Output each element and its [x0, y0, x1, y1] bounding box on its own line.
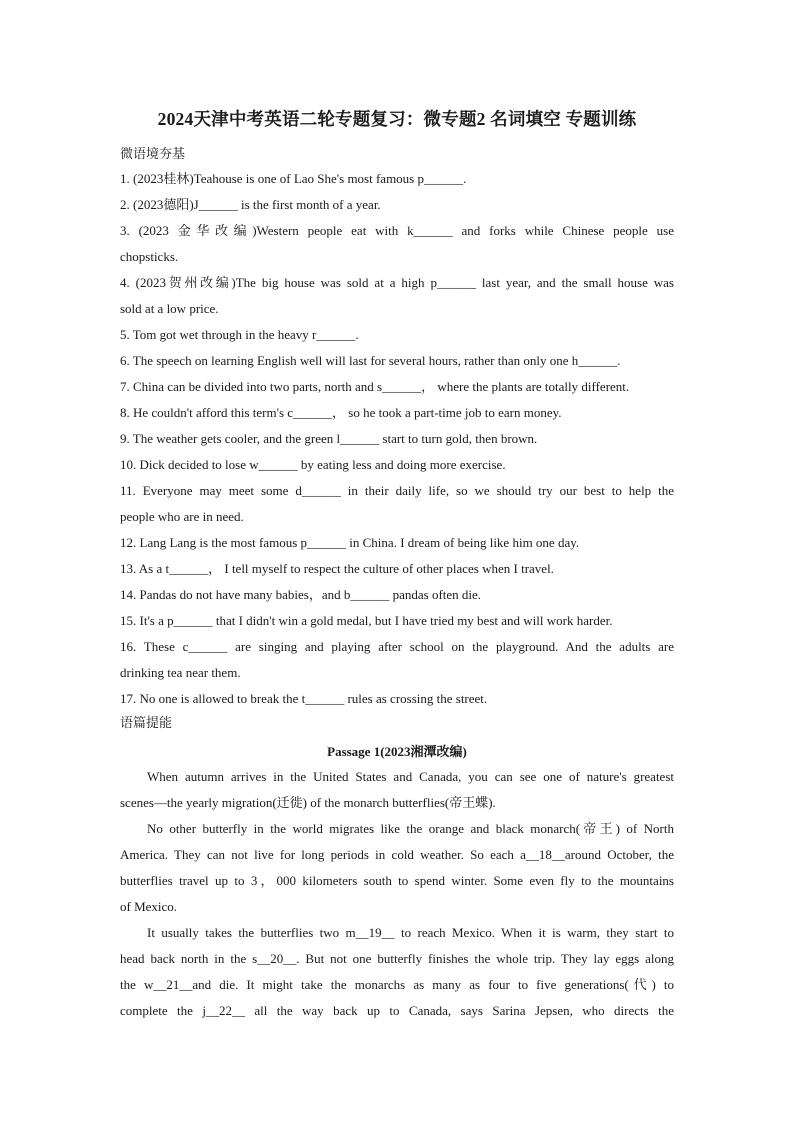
passage-p2-line-2: America. They can not live for long periods in cold weather. So each a__18__around October, the: [120, 847, 674, 862]
question-11-line-2: people who are in need.: [120, 509, 244, 524]
question-16-line-1: 16. These c______ are singing and playing after school on the playground. And the adults are: [120, 639, 674, 654]
question-14: 14. Pandas do not have many babies，and b______ pandas often die.: [120, 587, 482, 602]
question-5: 5. Tom got wet through in the heavy r______.: [120, 327, 359, 342]
question-11-line-1: 11. Everyone may meet some d______ in their daily life, so we should try our best to help the: [120, 483, 674, 498]
passage-p3-line-3: the w__21__and die. It might take the monarchs as many as four to five generations(代) to: [120, 977, 674, 992]
question-8: 8. He couldn't afford this term's c______， so he took a part-time job to earn money.: [120, 405, 562, 420]
question-2: 2. (2023德阳)J______ is the first month of a year.: [120, 197, 381, 212]
question-17: 17. No one is allowed to break the t______ rules as crossing the street.: [120, 691, 488, 706]
section-heading-passage: 语篇提能: [120, 715, 173, 730]
question-6: 6. The speech on learning English well will last for several hours, rather than only one h______.: [120, 353, 621, 368]
section-heading-practice: 微语境夯基: [120, 146, 186, 161]
passage-p3-line-1: It usually takes the butterflies two m__19__ to reach Mexico. When it is warm, they start to: [147, 925, 674, 940]
passage-p2-line-4: of Mexico.: [120, 899, 178, 914]
question-16-line-2: drinking tea near them.: [120, 665, 241, 680]
question-7: 7. China can be divided into two parts, north and s______， where the plants are totally different.: [120, 379, 630, 394]
passage-title: Passage 1(2023湘潭改编): [327, 744, 467, 759]
question-3-line-1: 3. (2023 金华改编)Western people eat with k______ and forks while Chinese people use: [120, 223, 674, 238]
page-title: 2024天津中考英语二轮专题复习：微专题2 名词填空 专题训练: [157, 109, 637, 129]
question-12: 12. Lang Lang is the most famous p______ in China. I dream of being like him one day.: [120, 535, 580, 550]
passage-p3-line-4: complete the j__22__ all the way back up to Canada, says Sarina Jepsen, who directs the: [120, 1003, 674, 1018]
question-13: 13. As a t______， I tell myself to respect the culture of other places when I travel.: [120, 561, 554, 576]
question-15: 15. It's a p______ that I didn't win a gold medal, but I have tried my best and will work harder.: [120, 613, 613, 628]
passage-p2-line-3: butterflies travel up to 3，000 kilometers south to spend winter. Some even fly to the mountains: [120, 873, 674, 888]
question-1: 1. (2023桂林)Teahouse is one of Lao She's most famous p______.: [120, 171, 467, 186]
question-3-line-2: chopsticks.: [120, 249, 179, 264]
passage-p1-line-2: scenes—the yearly migration(迁徙) of the monarch butterflies(帝王蝶).: [120, 795, 496, 810]
question-9: 9. The weather gets cooler, and the green l______ start to turn gold, then brown.: [120, 431, 538, 446]
passage-p3-line-2: head back north in the s__20__. But not one butterfly finishes the whole trip. They lay eggs along: [120, 951, 674, 966]
question-10: 10. Dick decided to lose w______ by eating less and doing more exercise.: [120, 457, 506, 472]
passage-p1-line-1: When autumn arrives in the United States and Canada, you can see one of nature's greatest: [147, 769, 674, 784]
passage-p2-line-1: No other butterfly in the world migrates like the orange and black monarch(帝王) of North: [147, 821, 674, 836]
question-4-line-1: 4. (2023贺州改编)The big house was sold at a high p______ last year, and the small house was: [120, 275, 674, 290]
question-4-line-2: sold at a low price.: [120, 301, 219, 316]
